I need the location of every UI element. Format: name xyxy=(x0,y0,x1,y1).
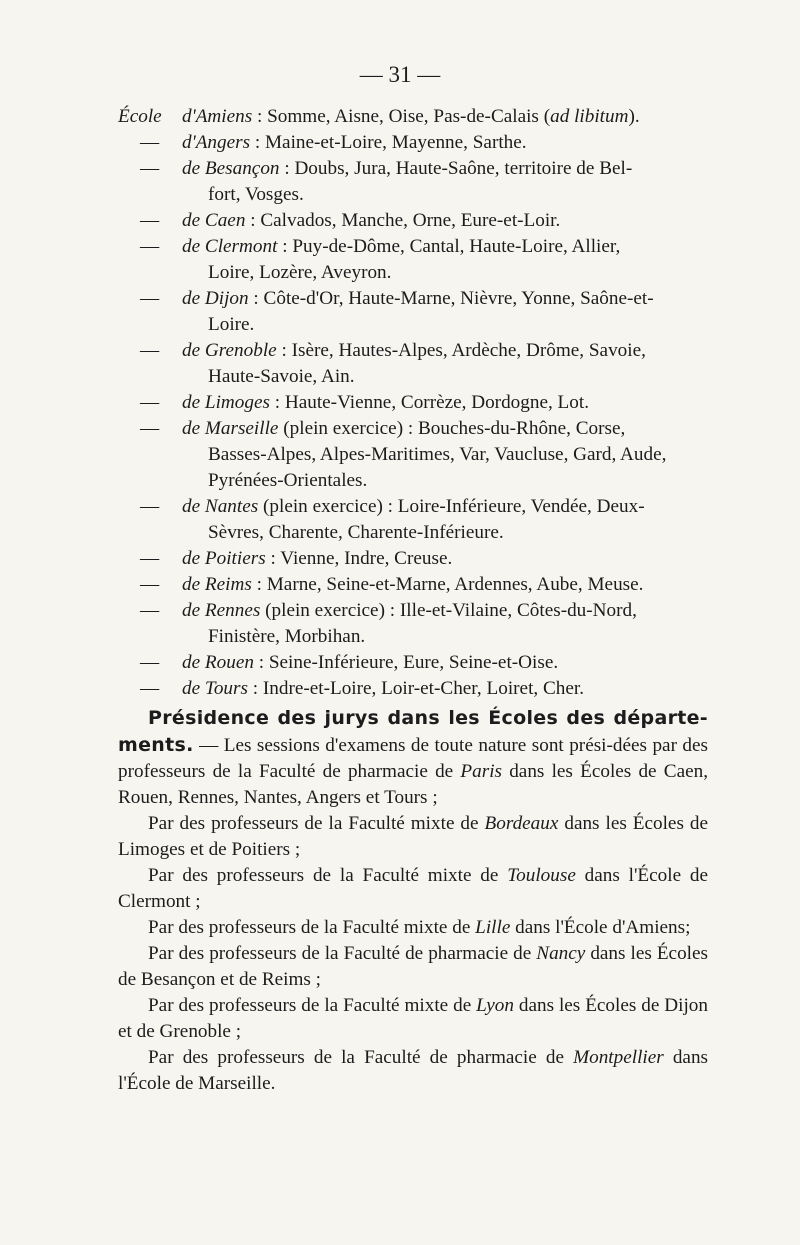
paragraph-text: Par des professeurs de la Faculté mixte de xyxy=(148,865,508,886)
jury-presidency-section xyxy=(118,705,708,1097)
departments-continuation: Pyrénées-Orientales. xyxy=(208,470,368,491)
list-dash: — xyxy=(140,236,160,257)
departments-continuation: Basses-Alpes, Alpes-Maritimes, Var, Vaucluse, Gard, Aude, xyxy=(208,444,667,465)
list-item xyxy=(118,130,708,156)
list-item xyxy=(118,234,708,286)
departments-tail: ). xyxy=(628,106,640,127)
list-dash: — xyxy=(140,600,160,621)
section-title: Présidence des jurys dans les Écoles des départe-ments. xyxy=(118,707,708,756)
faculty-city: Lyon xyxy=(476,995,514,1016)
page-number: — 31 — xyxy=(359,62,441,87)
list-dash: — xyxy=(140,548,160,569)
school-name: de Grenoble xyxy=(182,340,277,361)
departments-continuation: Loire. xyxy=(208,314,255,335)
list-item xyxy=(118,572,708,598)
paragraph-text: Par des professeurs de la Faculté mixte de xyxy=(148,995,477,1016)
school-name: de Rennes xyxy=(182,600,261,621)
list-dash: — xyxy=(140,574,160,595)
list-item xyxy=(118,416,708,494)
list-dash: — xyxy=(140,288,160,309)
school-name: de Clermont xyxy=(182,236,278,257)
school-name: de Tours xyxy=(182,678,248,699)
list-item xyxy=(118,494,708,546)
list-dash: — xyxy=(140,392,160,413)
school-name: de Poitiers xyxy=(182,548,266,569)
list-dash: — xyxy=(140,652,160,673)
departments-continuation: Finistère, Morbihan. xyxy=(208,626,366,647)
school-name: de Limoges xyxy=(182,392,270,413)
paragraph-text: Par des professeurs de la Faculté de pharmacie de xyxy=(148,1047,574,1068)
paragraph-text: dans l'École de Marseille. xyxy=(118,1047,709,1094)
departments-text: : Doubs, Jura, Haute-Saône, territoire de Bel- xyxy=(279,158,633,179)
paragraph xyxy=(118,811,708,863)
paragraph-text: dans les Écoles de Besançon et de Reims ; xyxy=(118,943,708,990)
departments-text: : Haute-Vienne, Corrèze, Dordogne, Lot. xyxy=(269,392,589,413)
paragraph xyxy=(118,993,708,1045)
list-item xyxy=(118,598,708,650)
paragraph-text: dans les Écoles de Caen, Rouen, Rennes, Nantes, Angers et Tours ; xyxy=(118,761,709,808)
school-name: de Caen xyxy=(182,210,246,231)
latin-phrase: ad libitum xyxy=(550,106,629,127)
faculty-city: Bordeaux xyxy=(484,813,559,834)
school-name: de Besançon xyxy=(182,158,280,179)
school-name: d'Angers xyxy=(182,132,251,153)
list-dash: — xyxy=(140,678,160,699)
faculty-city: Nancy xyxy=(536,943,586,964)
departments-continuation: Haute-Savoie, Ain. xyxy=(208,366,355,387)
list-item xyxy=(118,390,708,416)
paragraph xyxy=(118,941,708,993)
departments-text: : Seine-Inférieure, Eure, Seine-et-Oise. xyxy=(253,652,559,673)
list-item xyxy=(118,286,708,338)
school-name: de Rouen xyxy=(182,652,254,673)
school-department-list xyxy=(118,104,708,702)
faculty-city: Lille xyxy=(475,917,511,938)
paragraph xyxy=(118,863,708,915)
departments-text: : Marne, Seine-et-Marne, Ardennes, Aube, Meuse. xyxy=(251,574,644,595)
list-item xyxy=(118,208,708,234)
paragraph xyxy=(118,1045,708,1097)
list-item xyxy=(118,156,708,208)
departments-text: (plein exercice) : Bouches-du-Rhône, Corse, xyxy=(278,418,626,439)
departments-continuation: Loire, Lozère, Aveyron. xyxy=(208,262,392,283)
faculty-city: Paris xyxy=(460,761,502,782)
faculty-city: Montpellier xyxy=(573,1047,664,1068)
paragraph-text: Par des professeurs de la Faculté mixte de xyxy=(148,813,485,834)
departments-text: (plein exercice) : Ille-et-Vilaine, Côtes-du-Nord, xyxy=(260,600,637,621)
school-name: d'Amiens xyxy=(182,106,253,127)
paragraph-text: — Les sessions d'examens de toute nature sont prési-dées par des professeurs de la Faculté de pharmacie de xyxy=(118,735,708,782)
faculty-city: Toulouse xyxy=(507,865,576,886)
list-dash: — xyxy=(140,496,160,517)
departments-text: : Vienne, Indre, Creuse. xyxy=(265,548,453,569)
list-item xyxy=(118,676,708,702)
departments-text: : Somme, Aisne, Oise, Pas-de-Calais ( xyxy=(252,106,551,127)
departments-continuation: fort, Vosges. xyxy=(208,184,304,205)
paragraph-text: dans l'École de Clermont ; xyxy=(118,865,709,912)
list-item xyxy=(118,104,708,130)
list-dash: — xyxy=(140,340,160,361)
list-dash: — xyxy=(140,158,160,179)
list-item xyxy=(118,650,708,676)
school-name: de Marseille xyxy=(182,418,279,439)
school-name: de Dijon xyxy=(182,288,249,309)
departments-continuation: Sèvres, Charente, Charente-Inférieure. xyxy=(208,522,504,543)
paragraph xyxy=(118,915,708,941)
paragraph-text: Par des professeurs de la Faculté de pharmacie de xyxy=(148,943,537,964)
list-item xyxy=(118,546,708,572)
list-dash: — xyxy=(140,132,160,153)
list-dash: — xyxy=(140,210,160,231)
list-dash: — xyxy=(140,418,160,439)
departments-text: (plein exercice) : Loire-Inférieure, Vendée, Deux- xyxy=(258,496,645,517)
school-name: de Nantes xyxy=(182,496,259,517)
paragraph xyxy=(118,705,708,811)
departments-text: : Calvados, Manche, Orne, Eure-et-Loir. xyxy=(245,210,561,231)
departments-text: : Isère, Hautes-Alpes, Ardèche, Drôme, Savoie, xyxy=(276,340,646,361)
list-lead: École xyxy=(118,106,162,127)
school-name: de Reims xyxy=(182,574,252,595)
departments-text: : Maine-et-Loire, Mayenne, Sarthe. xyxy=(250,132,527,153)
paragraph-text: Par des professeurs de la Faculté mixte de xyxy=(148,917,476,938)
departments-text: : Puy-de-Dôme, Cantal, Haute-Loire, Allier, xyxy=(277,236,621,257)
paragraph-text: dans les Écoles de Limoges et de Poitiers ; xyxy=(118,813,708,860)
departments-text: : Indre-et-Loire, Loir-et-Cher, Loiret, Cher. xyxy=(247,678,585,699)
list-item xyxy=(118,338,708,390)
paragraph-text: dans les Écoles de Dijon et de Grenoble ; xyxy=(118,995,708,1042)
paragraph-text: dans l'École d'Amiens; xyxy=(510,917,691,938)
departments-text: : Côte-d'Or, Haute-Marne, Nièvre, Yonne, Saône-et- xyxy=(248,288,654,309)
